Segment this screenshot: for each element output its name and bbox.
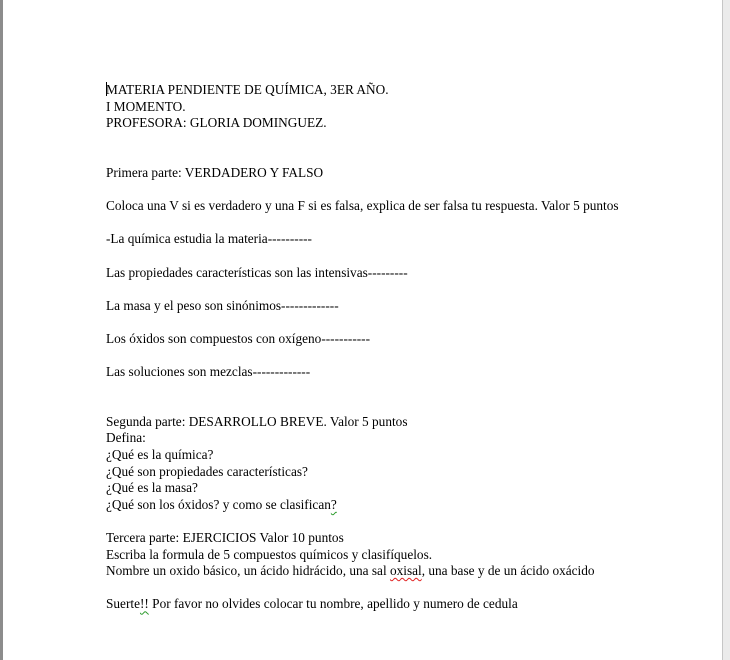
header-line-moment: I MOMENTO. [106,98,186,114]
part2-question: ¿Qué es la masa? [106,480,198,496]
part3-instruction: Nombre un oxido básico, un ácido hidrácido, una sal oxisal, una base y de un ácido oxácido [106,563,595,579]
part2-question: ¿Qué son los óxidos? y como se clasifican? [106,496,337,512]
part3-title: Tercera parte: EJERCICIOS Valor 10 puntos [106,530,344,546]
part2-question: ¿Qué son propiedades características? [106,463,308,479]
spelling-error-mark: oxisal [389,563,422,579]
part1-instructions: Coloca una V si es verdadero y una F si es falsa, explica de ser falsa tu respuesta. Valor 5 puntos [106,198,619,214]
vertical-scrollbar[interactable] [722,0,730,660]
left-window-edge [0,0,3,660]
true-false-item: La masa y el peso son sinónimos------------- [106,297,339,313]
true-false-item: Las soluciones son mezclas------------- [106,364,311,380]
true-false-item: Las propiedades características son las intensivas--------- [106,264,408,280]
part2-define-label: Defina: [106,430,146,446]
part2-title: Segunda parte: DESARROLLO BREVE. Valor 5 puntos [106,413,408,429]
header-line-subject: MATERIA PENDIENTE DE QUÍMICA, 3ER AÑO. [106,82,389,97]
closing-note: Suerte!! Por favor no olvides colocar tu nombre, apellido y numero de cedula [106,596,518,612]
grammar-error-mark: ? [330,496,337,512]
part1-title: Primera parte: VERDADERO Y FALSO [106,164,324,180]
true-false-item: -La química estudia la materia---------- [106,231,312,247]
document-body[interactable] [106,82,706,613]
part3-instruction: Escriba la formula de 5 compuestos químicos y clasifíquelos. [106,546,433,562]
true-false-item: Los óxidos son compuestos con oxígeno----------- [106,330,371,346]
grammar-error-mark: !! [139,596,149,612]
part2-question: ¿Qué es la química? [106,447,214,463]
header-line-teacher: PROFESORA: GLORIA DOMINGUEZ. [106,115,327,131]
